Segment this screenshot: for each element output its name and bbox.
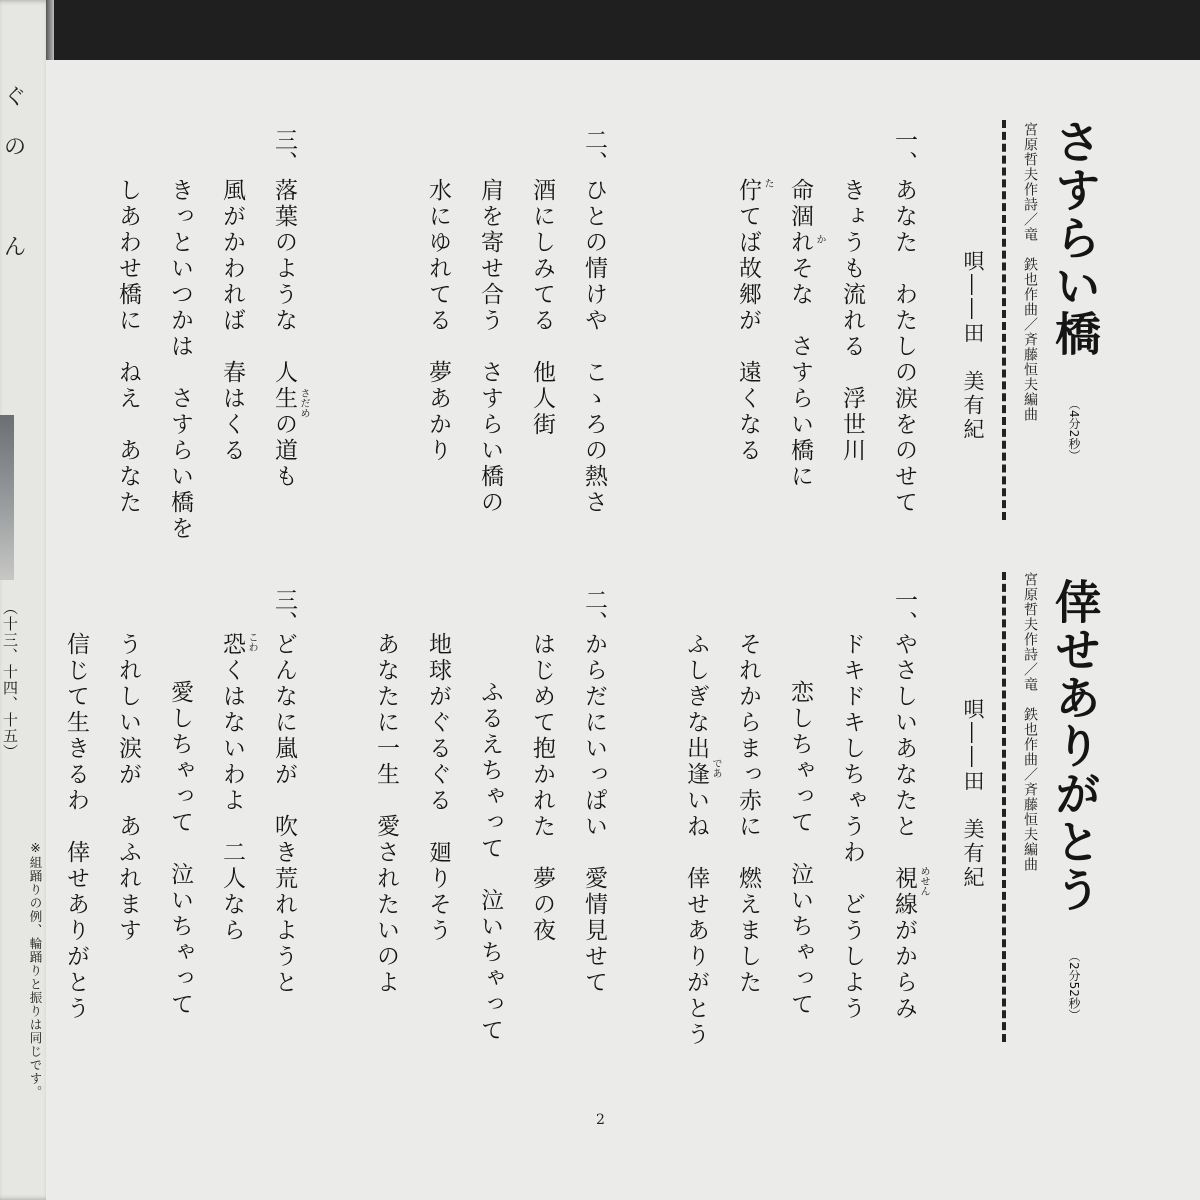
- song1-verse2-number: 二、: [581, 128, 607, 174]
- song1-verse1-number: 一、: [891, 128, 917, 174]
- song1-verse2-line4: 水にゆれてる 夢あかり: [425, 178, 451, 464]
- song1-singer: 唄――田 美有紀: [961, 250, 985, 442]
- song2-title: 倖せありがとう: [1048, 578, 1102, 914]
- song1-duration: （4分2秒）: [1067, 398, 1081, 462]
- song1-verse1-line2: きょうも流れる 浮世川: [839, 178, 865, 464]
- song2-verse2-number: 二、: [581, 588, 607, 634]
- left-page-fragment-2: の: [4, 135, 27, 160]
- page-number: 2: [596, 1112, 605, 1128]
- song2-ruby-mesen: めせん: [918, 866, 929, 896]
- song2-verse1-line5: ふしぎな出逢いね 倖せありがとう: [683, 632, 709, 1048]
- song1-verse1-line3: 命涸れそな さすらい橋に: [787, 178, 813, 490]
- song2-verse1-line3: 恋しちゃって 泣いちゃって: [787, 680, 813, 1018]
- song1-ruby-ka: か: [814, 234, 825, 244]
- song1-ruby-ta: た: [762, 178, 773, 188]
- song2-verse3-line5: 信じて生きるわ 倖せありがとう: [63, 632, 89, 1022]
- song2-verse2-line5: あなたに一生 愛されたいのよ: [373, 632, 399, 996]
- song1-verse2-line3: 肩を寄せ合う さすらい橋の: [477, 178, 503, 516]
- song2-credits: 宮原哲夫作詩／竜 鉄也作曲／斉藤恒夫編曲: [1022, 572, 1038, 872]
- song1-verse3-line3: きっといつかは さすらい橋を: [167, 178, 193, 542]
- song1-divider: [1002, 120, 1006, 520]
- song1-ruby-sadame: さだめ: [298, 388, 309, 418]
- song2-singer: 唄――田 美有紀: [961, 698, 985, 890]
- song2-verse3-number: 三、: [271, 588, 297, 634]
- song2-verse1-line2: ドキドキしちゃうわ どうしよう: [839, 632, 865, 1022]
- song1-verse1-line1: あなた わたしの涙をのせて: [891, 178, 917, 516]
- song2-verse2-line4: 地球がぐるぐる 廻りそう: [425, 632, 451, 944]
- song2-ruby-kowa: こわ: [246, 632, 257, 652]
- song2-verse1-line4: それからまっ赤に 燃えました: [735, 632, 761, 996]
- song1-verse2-line2: 酒にしみてる 他人街: [529, 178, 555, 438]
- left-edge-numbers: （十三、十四、十五）: [1, 600, 19, 760]
- song1-title: さすらい橋: [1048, 118, 1102, 358]
- song2-verse2-line3: ふるえちゃって 泣いちゃって: [477, 680, 503, 1044]
- left-page-photo: [0, 415, 14, 580]
- song1-credits: 宮原哲夫作詩／竜 鉄也作曲／斉藤恒夫編曲: [1022, 122, 1038, 422]
- song2-verse1-line1: やさしいあなたと 視線がからみ: [891, 632, 917, 1022]
- song2-divider: [1002, 572, 1006, 1042]
- song1-verse3-line4: しあわせ橋に ねえ あなた: [115, 178, 141, 516]
- song2-verse3-line1: どんなに嵐が 吹き荒れようと: [271, 632, 297, 996]
- left-edge-note: ※組踊りの例、輪踊りと振りは同じです。: [28, 840, 43, 1099]
- left-page-fragment-3: ん: [4, 235, 27, 260]
- song1-verse3-line1: 落葉のような 人生の道も: [271, 178, 297, 490]
- song2-verse3-line2: 恐くはないわよ 二人なら: [219, 632, 245, 944]
- song1-verse2-line1: ひとの情けや こゝろの熱さ: [581, 178, 607, 516]
- song1-verse1-line4: 佇てば故郷が 遠くなる: [735, 178, 761, 464]
- left-page-fragment-1: ぐ: [4, 85, 27, 110]
- song2-verse1-number: 一、: [891, 588, 917, 634]
- song1-verse3-number: 三、: [271, 128, 297, 174]
- song2-verse3-line3: 愛しちゃって 泣いちゃって: [167, 680, 193, 1018]
- song1-verse3-line2: 風がかわれば 春はくる: [219, 178, 245, 464]
- song2-verse2-line2: はじめて抱かれた 夢の夜: [529, 632, 555, 944]
- song2-duration: （2分52秒）: [1067, 950, 1081, 1021]
- song2-verse3-line4: うれしい涙が あふれます: [115, 632, 141, 944]
- song2-verse2-line1: からだにいっぱい 愛情見せて: [581, 632, 607, 996]
- song2-ruby-dea: であ: [710, 758, 721, 778]
